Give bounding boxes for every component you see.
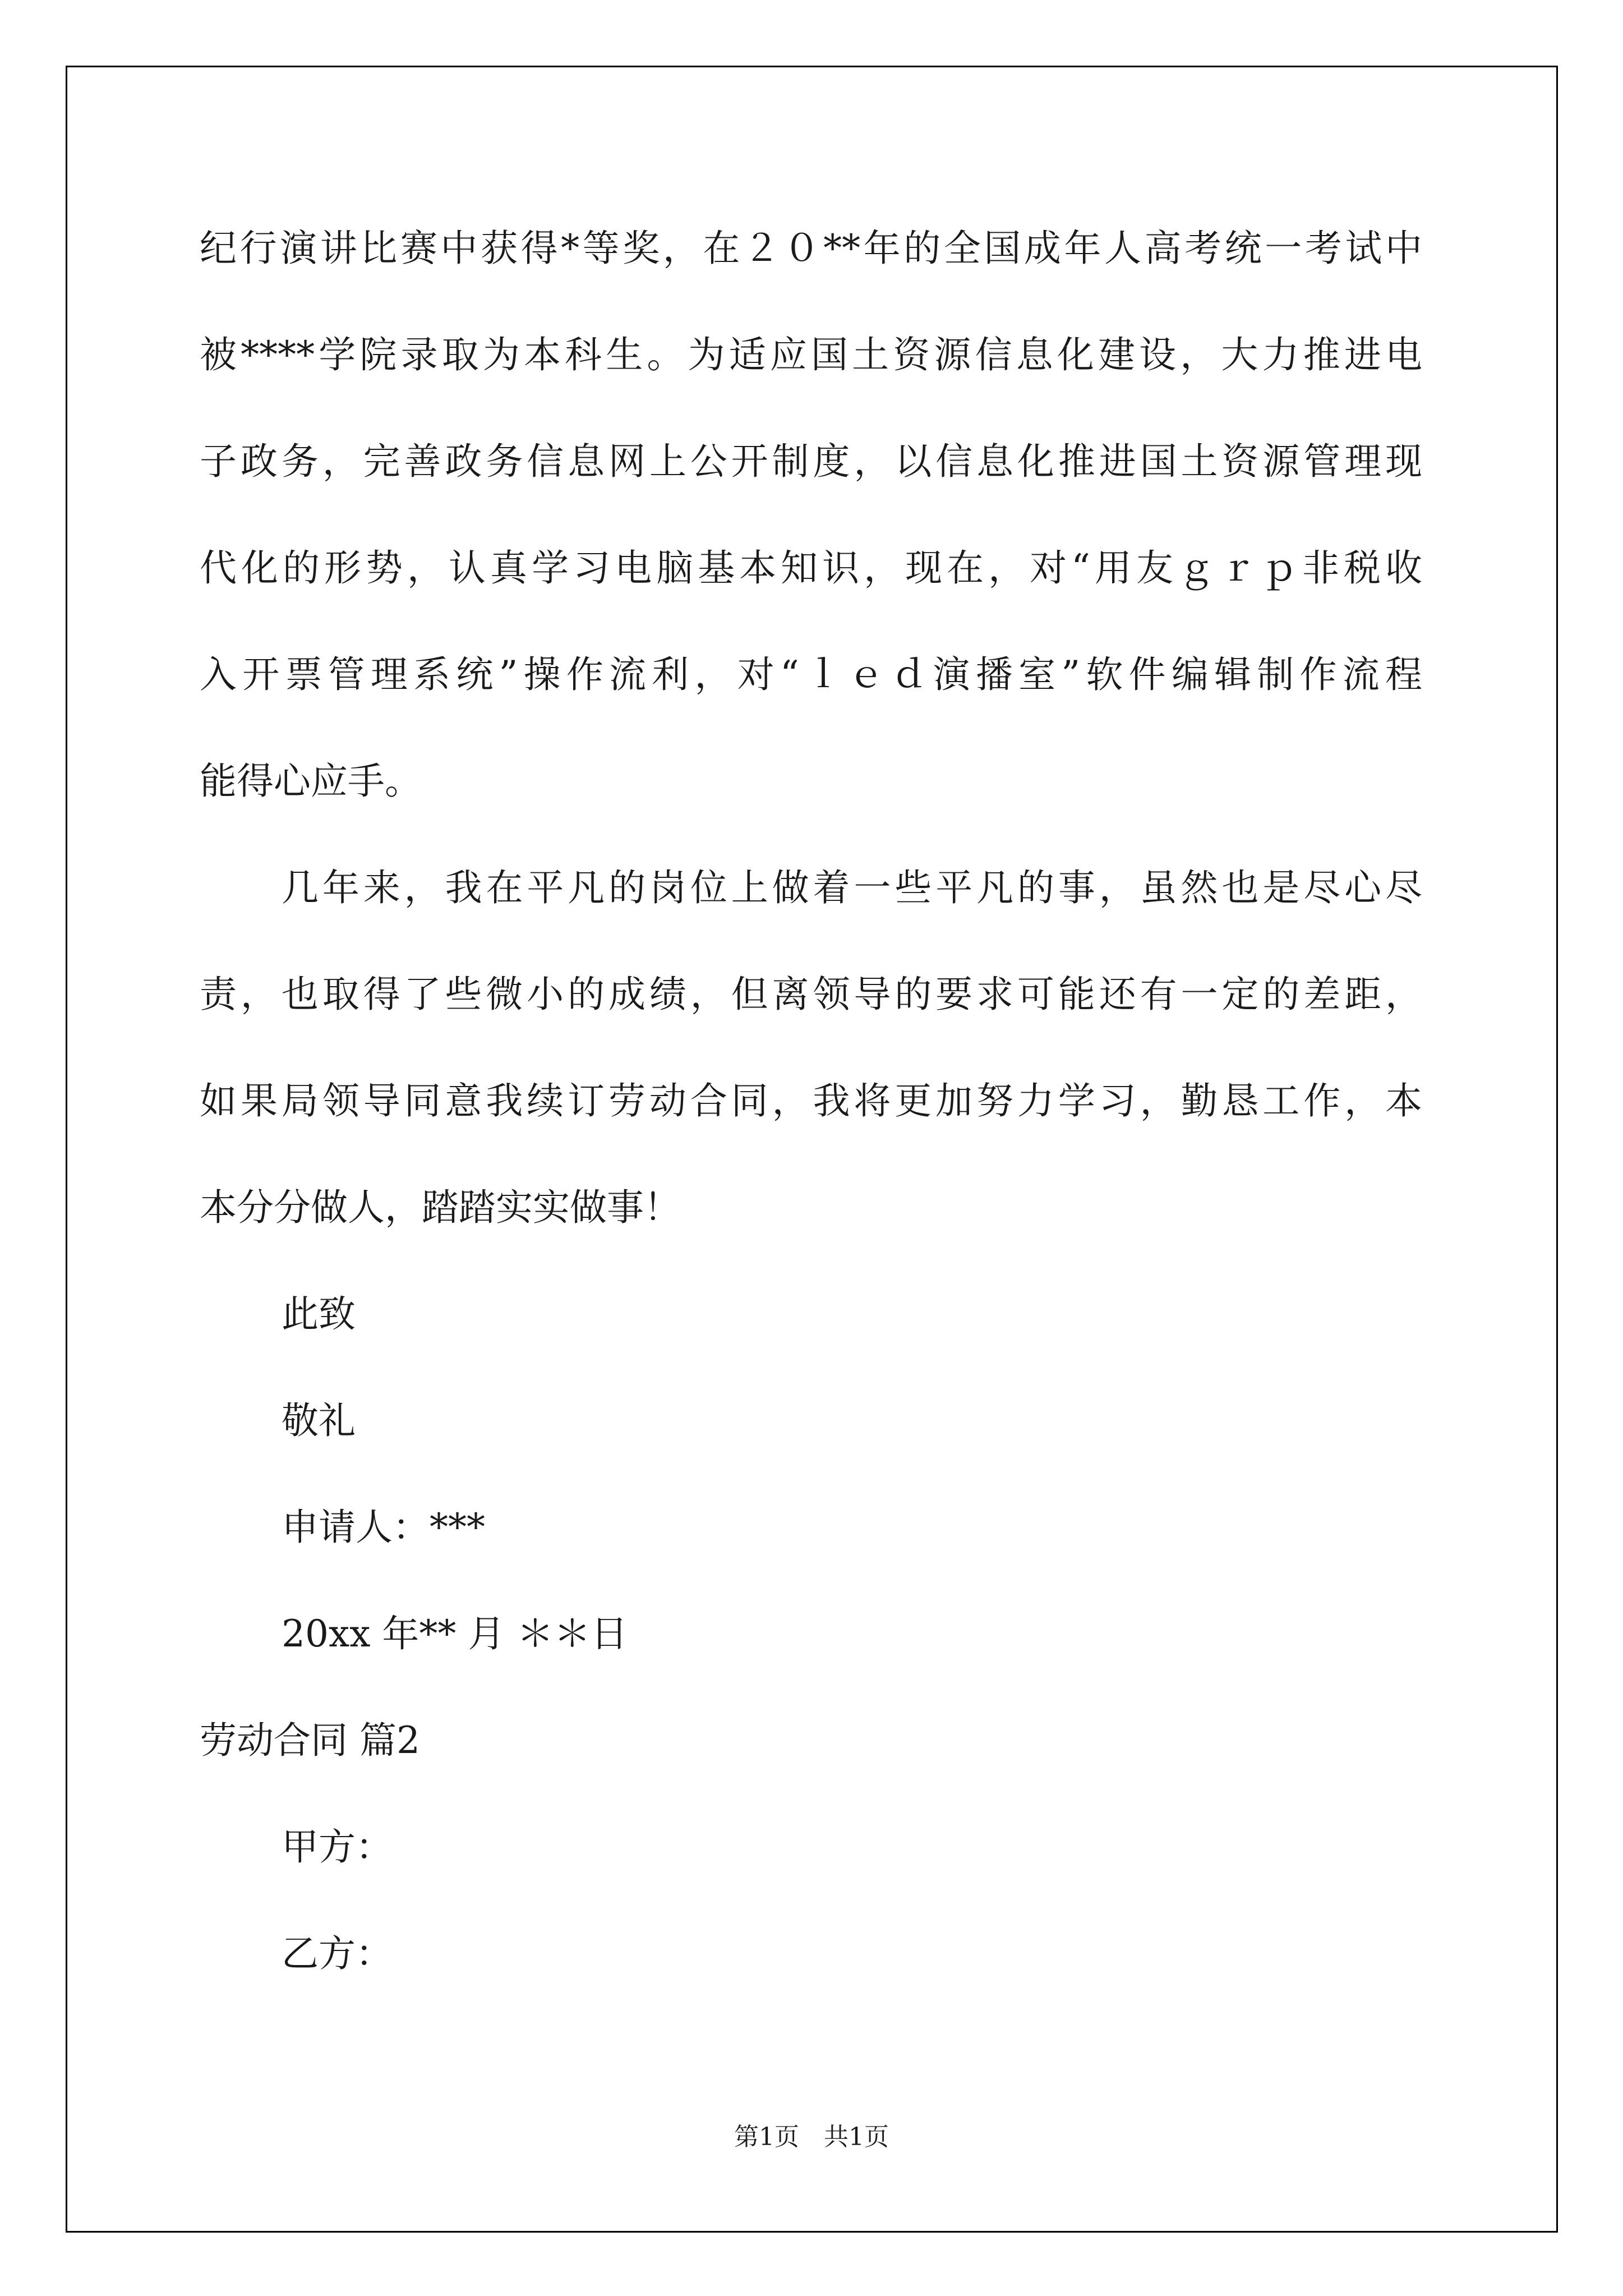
page-border: [66, 66, 1558, 2233]
applicant-signature: 申请人：***: [282, 1506, 485, 1549]
paragraph-line: 能得心应手。: [200, 760, 422, 803]
party-b-label: 乙方：: [282, 1932, 393, 1975]
page-number-footer: 第1页 共1页: [734, 2123, 889, 2151]
paragraph-line: 纪行演讲比赛中获得*等奖，在２０**年的全国成年人高考统一考试中: [200, 227, 1422, 270]
paragraph-line: 代化的形势，认真学习电脑基本知识，现在，对“用友ｇｒｐ非税收: [200, 546, 1422, 590]
paragraph-line: 责，也取得了些微小的成绩，但离领导的要求可能还有一定的差距，: [200, 973, 1422, 1016]
paragraph-line: 入开票管理系统”操作流利，对“ｌｅｄ演播室”软件编辑制作流程: [200, 653, 1422, 696]
paragraph-line: 被****学院录取为本科生。为适应国土资源信息化建设，大力推进电: [200, 333, 1422, 376]
section-heading: 劳动合同 篇2: [200, 1719, 420, 1762]
paragraph-line: 子政务，完善政务信息网上公开制度，以信息化推进国土资源管理现: [200, 440, 1422, 483]
date-line: 20xx 年** 月 ＊＊日: [282, 1612, 628, 1655]
closing-salutation: 此致: [282, 1292, 356, 1336]
closing-regards: 敬礼: [282, 1399, 356, 1442]
paragraph-line: 几年来，我在平凡的岗位上做着一些平凡的事，虽然也是尽心尽: [282, 866, 1422, 909]
party-a-label: 甲方：: [282, 1825, 393, 1869]
paragraph-line: 如果局领导同意我续订劳动合同，我将更加努力学习，勤恳工作，本: [200, 1079, 1422, 1122]
paragraph-line: 本分分做人，踏踏实实做事！: [200, 1186, 681, 1229]
